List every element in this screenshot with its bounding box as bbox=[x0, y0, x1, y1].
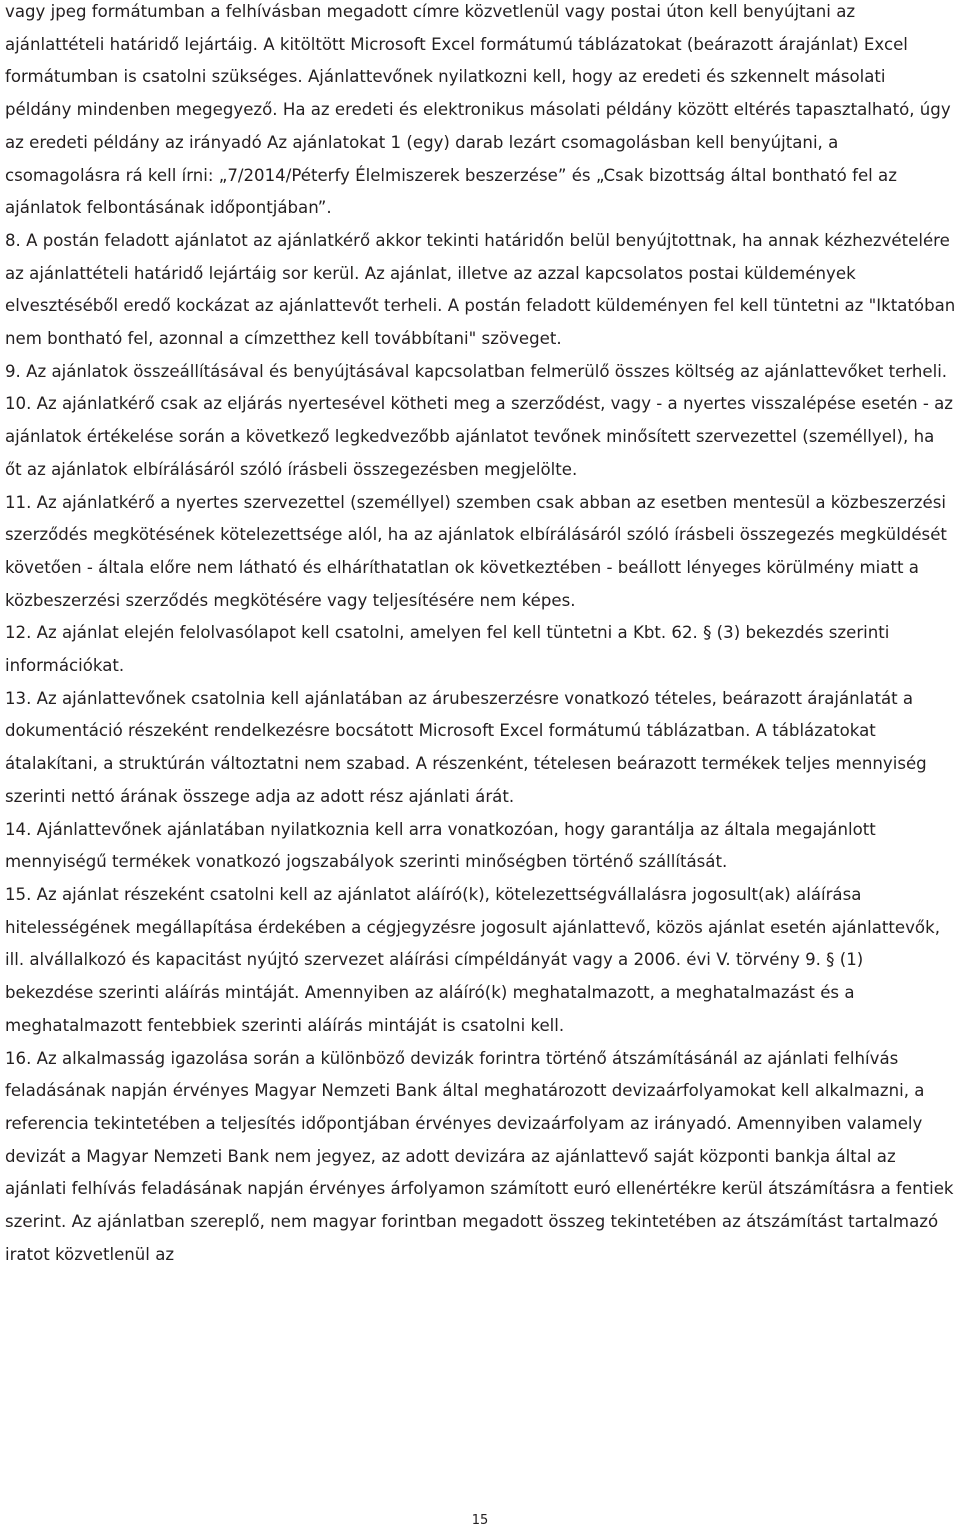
list-item-9: 9. Az ajánlatok összeállításával és benyújtásával kapcsolatban felmerülő összes költség az ajánlattevőket terheli. bbox=[5, 361, 948, 381]
list-item-12: 12. Az ajánlat elején felolvasólapot kell csatolni, amelyen fel kell tüntetni a Kbt. 62. § (3) bekezdés szerinti információkat. bbox=[5, 623, 890, 676]
list-item-13: 13. Az ajánlattevőnek csatolnia kell ajánlatában az árubeszerzésre vonatkozó tételes, beárazott árajánlatát a dokumentáció részeként rendelkezésre bocsátott Microsoft Excel formátumú táblázatban. A táblázatokat átalakítani, a struktúrán változtatni nem szabad. A részenként, tételesen beárazott termékek teljes mennyiség szerinti nettó árának összege adja az adott rész ajánlati árát. bbox=[5, 688, 927, 806]
intro-paragraph: vagy jpeg formátumban a felhívásban megadott címre közvetlenül vagy postai úton kell benyújtani az ajánlattételi határidő lejártáig. A kitöltött Microsoft Excel formátumú táblázatokat (beárazott árajánlat) Excel formátumban is csatolni szükséges. Ajánlattevőnek nyilatkozni kell, hogy az eredeti és szkennelt másolati példány mindenben megegyező. Ha az eredeti és elektronikus másolati példány között eltérés tapasztalható, úgy az eredeti példány az irányadó Az ajánlatokat 1 (egy) darab lezárt csomagolásban kell benyújtani, a csomagolásra rá kell írni: „7/2014/Péterfy Élelmiszerek beszerzése” és „Csak bizottság által bontható fel az ajánlatok felbontásának időpontjában”. bbox=[5, 2, 951, 218]
list-item-11: 11. Az ajánlatkérő a nyertes szervezettel (személlyel) szemben csak abban az esetben mentesül a közbeszerzési szerződés megkötésének kötelezettsége alól, ha az ajánlatok elbírálásáról szóló írásbeli összegezés megküldését követően - általa előre nem látható és elháríthatatlan ok következtében - beállott lényeges körülmény miatt a közbeszerzési szerződés megkötésére vagy teljesítésére nem képes. bbox=[5, 492, 947, 610]
list-item-10: 10. Az ajánlatkérő csak az eljárás nyertesével kötheti meg a szerződést, vagy - a nyertes visszalépése esetén - az ajánlatok értékelése során a következő legkedvezőbb ajánlatot tevőnek minősített szervezettel (személlyel), ha őt az ajánlatok elbírálásáról szóló írásbeli összegezésben megjelölte. bbox=[5, 394, 953, 479]
page-number: 15 bbox=[471, 1513, 489, 1528]
list-item-14: 14. Ajánlattevőnek ajánlatában nyilatkoznia kell arra vonatkozóan, hogy garantálja az általa megajánlott mennyiségű termékek vonatkozó jogszabályok szerinti minőségben történő szállítását. bbox=[5, 819, 876, 872]
list-item-15: 15. Az ajánlat részeként csatolni kell az ajánlatot aláíró(k), kötelezettségvállalásra jogosult(ak) aláírása hitelességének megállapítása érdekében a cégjegyzésre jogosult ajánlattevő, közös ajánlat esetén ajánlattevők, ill. alvállalkozó és kapacitást nyújtó szervezet aláírási címpéldányát vagy a 2006. évi V. törvény 9. § (1) bekezdése szerinti aláírás mintáját. Amennyiben az aláíró(k) meghatalmazott, a meghatalmazást és a meghatalmazott fentebbiek szerinti aláírás mintáját is csatolni kell. bbox=[5, 884, 940, 1035]
document-body bbox=[5, 0, 956, 1271]
list-item-8: 8. A postán feladott ajánlatot az ajánlatkérő akkor tekinti határidőn belül benyújtottnak, ha annak kézhezvételére az ajánlattételi határidő lejártáig sor kerül. Az ajánlat, illetve az azzal kapcsolatos postai küldemények elvesztéséből eredő kockázat az ajánlattevőt terheli. A postán feladott küldeményen fel kell tüntetni az "Iktatóban nem bontható fel, azonnal a címzetthez kell továbbítani" szöveget. bbox=[5, 230, 956, 349]
list-item-16: 16. Az alkalmasság igazolása során a különböző devizák forintra történő átszámításánál az ajánlati felhívás feladásának napján érvényes Magyar Nemzeti Bank által meghatározott devizaárfolyamokat kell alkalmazni, a referencia tekintetében a teljesítés időpontjában érvényes devizaárfolyam az irányadó. Amennyiben valamely devizát a Magyar Nemzeti Bank nem jegyez, az adott devizára az ajánlattevő saját központi bankja által az ajánlati felhívás feladásának napján érvényes árfolyamon számított euró ellenértékre kerül átszámításra a fentiek szerint. Az ajánlatban szereplő, nem magyar forintban megadott összeg tekintetében az átszámítást tartalmazó iratot közvetlenül az bbox=[5, 1048, 954, 1264]
